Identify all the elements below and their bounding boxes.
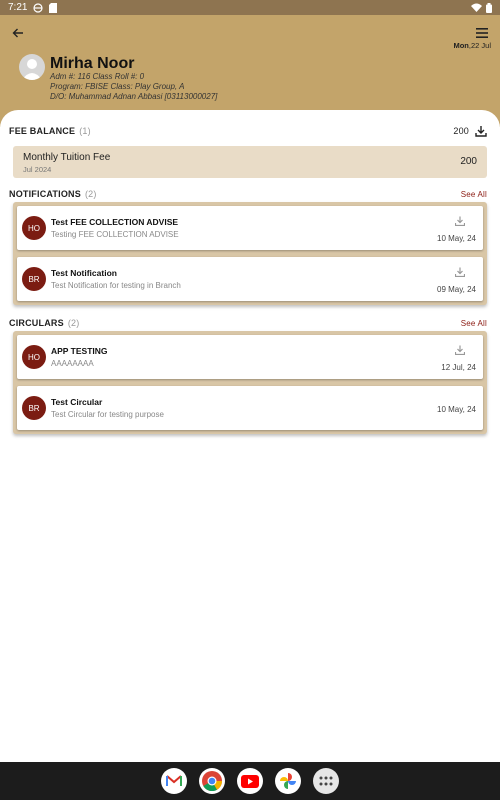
item-title: APP TESTING [51,346,108,356]
download-icon[interactable] [455,345,465,355]
wifi-icon [471,3,482,12]
status-time: 7:21 [8,2,28,13]
item-title: Test Notification [51,268,117,278]
admission-info: Adm #: 116 Class Roll #: 0 [50,72,145,81]
item-date: 10 May, 24 [437,234,476,243]
student-name: Mirha Noor [50,55,135,72]
fee-balance-count: (1) [79,126,91,136]
gmail-icon[interactable] [161,768,187,794]
download-icon[interactable] [455,216,465,226]
item-date: 10 May, 24 [437,405,476,414]
download-icon[interactable] [475,125,487,137]
notifications-header [9,189,487,199]
photos-icon[interactable] [275,768,301,794]
status-bar [0,0,500,15]
fee-balance-header [9,125,487,137]
vpn-icon [33,3,43,13]
circulars-label: CIRCULARS [9,318,64,328]
chrome-icon[interactable] [199,768,225,794]
download-icon[interactable] [455,267,465,277]
list-item[interactable] [17,257,483,301]
list-item[interactable] [17,386,483,430]
item-title: Test Circular [51,397,103,407]
notifications-label: NOTIFICATIONS [9,189,81,199]
fee-item-amount: 200 [460,156,477,167]
item-date: 12 Jul, 24 [441,363,476,372]
parent-info: D/O: Muhammad Adnan Abbasi [03113000027] [50,92,218,101]
notifications-see-all-link[interactable]: See All [460,189,487,199]
sd-card-icon [49,3,57,13]
circulars-header [9,318,487,328]
source-badge: HO [22,345,46,369]
current-date: Mon,22 Jul [453,41,491,50]
list-item[interactable] [17,335,483,379]
notifications-list [13,202,487,305]
hamburger-icon [476,28,488,38]
source-badge: BR [22,396,46,420]
menu-button[interactable] [472,23,492,43]
fee-item-title: Monthly Tuition Fee [23,152,111,163]
fee-balance-label: FEE BALANCE [9,126,76,136]
back-button[interactable] [8,23,28,43]
user-avatar-icon [19,54,45,80]
item-description: AAAAAAAA [51,359,94,368]
source-badge: BR [22,267,46,291]
fee-item-card[interactable] [13,146,487,178]
app-dock [0,762,500,800]
apps-icon[interactable] [313,768,339,794]
notifications-count: (2) [84,189,97,199]
item-date: 09 May, 24 [437,285,476,294]
fee-balance-total: 200 [453,126,469,136]
source-badge: HO [22,216,46,240]
item-description: Testing FEE COLLECTION ADVISE [51,230,179,239]
arrow-left-icon [12,27,24,39]
battery-icon [486,3,492,13]
item-title: Test FEE COLLECTION ADVISE [51,217,179,227]
fee-item-month: Jul 2024 [23,165,52,174]
item-description: Test Circular for testing purpose [51,410,164,419]
youtube-icon[interactable] [237,768,263,794]
circulars-see-all-link[interactable]: See All [460,318,487,328]
program-info: Program: FBISE Class: Play Group, A [50,82,185,91]
list-item[interactable] [17,206,483,250]
item-description: Test Notification for testing in Branch [51,281,181,290]
avatar [19,54,45,80]
circulars-count: (2) [67,318,80,328]
circulars-list [13,331,487,434]
